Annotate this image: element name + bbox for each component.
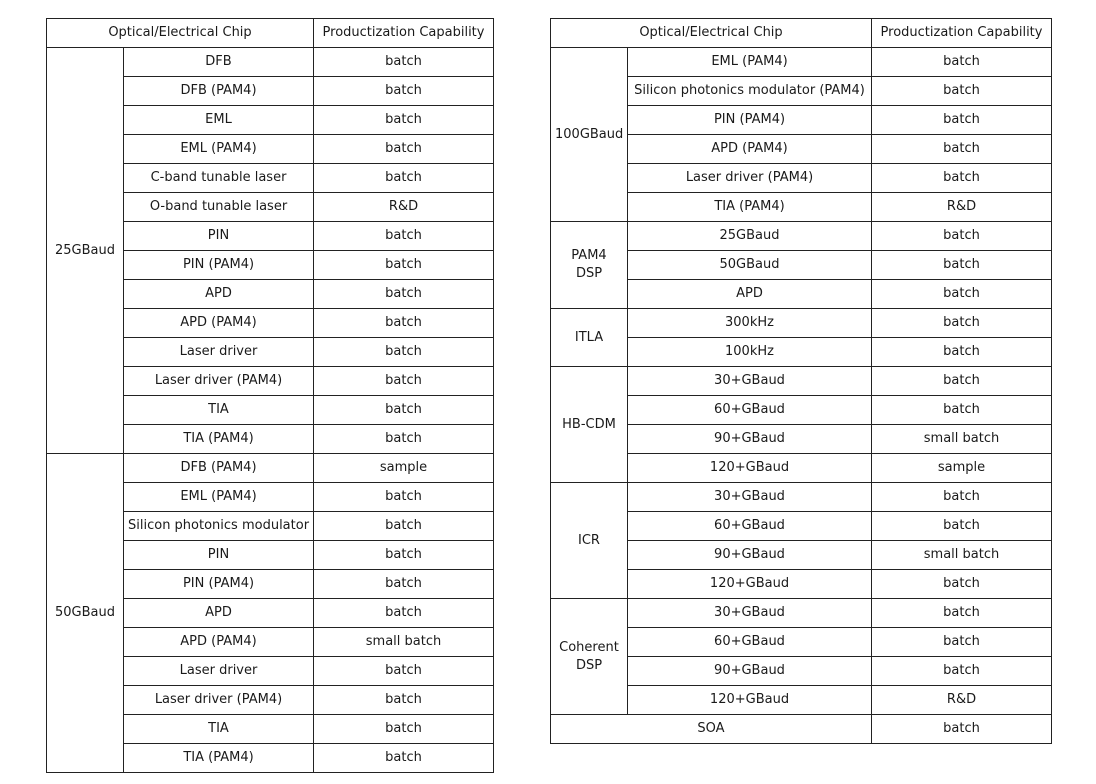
capability-cell: batch — [314, 570, 494, 599]
chip-cell: C-band tunable laser — [124, 164, 314, 193]
table-body — [47, 48, 494, 773]
chip-cell: 300kHz — [628, 309, 872, 338]
header-row — [551, 19, 1052, 48]
capability-cell: batch — [314, 222, 494, 251]
chip-cell: DFB — [124, 48, 314, 77]
chip-cell: TIA (PAM4) — [628, 193, 872, 222]
capability-cell: batch — [872, 222, 1052, 251]
chip-cell: 120+GBaud — [628, 686, 872, 715]
chip-cell: 120+GBaud — [628, 570, 872, 599]
chip-cell: DFB (PAM4) — [124, 77, 314, 106]
chip-cell: 60+GBaud — [628, 628, 872, 657]
capability-cell: small batch — [872, 425, 1052, 454]
group-label-cell: ICR — [551, 483, 628, 599]
chip-cell: APD (PAM4) — [124, 309, 314, 338]
chip-cell: EML (PAM4) — [628, 48, 872, 77]
chip-cell: EML (PAM4) — [124, 483, 314, 512]
capability-cell: batch — [314, 599, 494, 628]
chip-cell: 60+GBaud — [628, 512, 872, 541]
group-label-cell: 100GBaud — [551, 48, 628, 222]
column-header-capability: Productization Capability — [314, 19, 494, 48]
capability-cell: batch — [314, 48, 494, 77]
capability-cell: batch — [872, 657, 1052, 686]
chip-cell: TIA — [124, 715, 314, 744]
table-row — [551, 715, 1052, 744]
capability-cell: batch — [872, 715, 1052, 744]
chip-cell: Laser driver (PAM4) — [124, 367, 314, 396]
chip-cell: TIA — [124, 396, 314, 425]
chip-cell: PIN (PAM4) — [124, 570, 314, 599]
capability-cell: batch — [872, 338, 1052, 367]
chip-cell: 90+GBaud — [628, 541, 872, 570]
capability-cell: batch — [314, 309, 494, 338]
chip-cell: Laser driver (PAM4) — [124, 686, 314, 715]
chip-cell: PIN (PAM4) — [628, 106, 872, 135]
chip-cell: 60+GBaud — [628, 396, 872, 425]
table-row — [551, 48, 1052, 77]
chip-cell: O-band tunable laser — [124, 193, 314, 222]
table-row — [551, 222, 1052, 251]
capability-cell: batch — [872, 396, 1052, 425]
capability-cell: batch — [314, 367, 494, 396]
group-label-cell: PAM4 DSP — [551, 222, 628, 309]
capability-cell: batch — [872, 309, 1052, 338]
capability-cell: batch — [872, 48, 1052, 77]
capability-cell: batch — [314, 715, 494, 744]
right-spec-table — [550, 18, 1052, 744]
header-row — [47, 19, 494, 48]
capability-cell: batch — [314, 164, 494, 193]
chip-cell: 90+GBaud — [628, 425, 872, 454]
capability-cell: batch — [872, 512, 1052, 541]
chip-cell: DFB (PAM4) — [124, 454, 314, 483]
table-row — [551, 483, 1052, 512]
chip-cell: 30+GBaud — [628, 483, 872, 512]
table-body — [551, 48, 1052, 715]
left-spec-table — [46, 18, 494, 773]
chip-cell: 25GBaud — [628, 222, 872, 251]
capability-cell: batch — [314, 396, 494, 425]
table-row — [551, 367, 1052, 396]
chip-cell: APD — [628, 280, 872, 309]
table-row — [551, 599, 1052, 628]
chip-cell: PIN (PAM4) — [124, 251, 314, 280]
capability-cell: batch — [872, 483, 1052, 512]
capability-cell: batch — [314, 251, 494, 280]
chip-cell: 30+GBaud — [628, 599, 872, 628]
capability-cell: batch — [872, 280, 1052, 309]
chip-cell: APD (PAM4) — [628, 135, 872, 164]
capability-cell: batch — [314, 135, 494, 164]
chip-cell: 30+GBaud — [628, 367, 872, 396]
group-label-cell: 50GBaud — [47, 454, 124, 773]
capability-cell: batch — [314, 280, 494, 309]
table-row — [551, 309, 1052, 338]
chip-cell: Laser driver (PAM4) — [628, 164, 872, 193]
table-row — [47, 48, 494, 77]
chip-cell: 100kHz — [628, 338, 872, 367]
chip-cell: Laser driver — [124, 338, 314, 367]
capability-cell: batch — [314, 744, 494, 773]
capability-cell: batch — [314, 686, 494, 715]
capability-cell: R&D — [314, 193, 494, 222]
capability-cell: batch — [872, 367, 1052, 396]
capability-cell: batch — [314, 77, 494, 106]
chip-cell: 120+GBaud — [628, 454, 872, 483]
capability-cell: batch — [314, 512, 494, 541]
chip-cell: 90+GBaud — [628, 657, 872, 686]
capability-cell: R&D — [872, 686, 1052, 715]
chip-cell: APD (PAM4) — [124, 628, 314, 657]
capability-cell: batch — [314, 106, 494, 135]
column-header-capability: Productization Capability — [872, 19, 1052, 48]
chip-cell: EML (PAM4) — [124, 135, 314, 164]
capability-cell: batch — [872, 251, 1052, 280]
capability-cell: small batch — [314, 628, 494, 657]
chip-cell: Laser driver — [124, 657, 314, 686]
chip-cell: SOA — [551, 715, 872, 744]
capability-cell: batch — [314, 541, 494, 570]
chip-cell: EML — [124, 106, 314, 135]
group-label-cell: HB-CDM — [551, 367, 628, 483]
group-label-cell: ITLA — [551, 309, 628, 367]
group-label-cell: Coherent DSP — [551, 599, 628, 715]
capability-cell: batch — [872, 164, 1052, 193]
chip-cell: APD — [124, 599, 314, 628]
table-row — [47, 454, 494, 483]
chip-cell: Silicon photonics modulator — [124, 512, 314, 541]
capability-cell: batch — [314, 338, 494, 367]
column-header-chip: Optical/Electrical Chip — [551, 19, 872, 48]
capability-cell: batch — [872, 135, 1052, 164]
chip-cell: PIN — [124, 541, 314, 570]
chip-cell: 50GBaud — [628, 251, 872, 280]
chip-cell: APD — [124, 280, 314, 309]
capability-cell: batch — [872, 628, 1052, 657]
capability-cell: batch — [872, 77, 1052, 106]
capability-cell: batch — [314, 657, 494, 686]
capability-cell: sample — [314, 454, 494, 483]
capability-cell: batch — [872, 599, 1052, 628]
capability-cell: R&D — [872, 193, 1052, 222]
capability-cell: batch — [872, 570, 1052, 599]
column-header-chip: Optical/Electrical Chip — [47, 19, 314, 48]
chip-cell: Silicon photonics modulator (PAM4) — [628, 77, 872, 106]
chip-cell: PIN — [124, 222, 314, 251]
capability-cell: batch — [314, 425, 494, 454]
chip-cell: TIA (PAM4) — [124, 744, 314, 773]
group-label-cell: 25GBaud — [47, 48, 124, 454]
capability-cell: batch — [314, 483, 494, 512]
capability-cell: batch — [872, 106, 1052, 135]
chip-cell: TIA (PAM4) — [124, 425, 314, 454]
capability-cell: small batch — [872, 541, 1052, 570]
capability-cell: sample — [872, 454, 1052, 483]
